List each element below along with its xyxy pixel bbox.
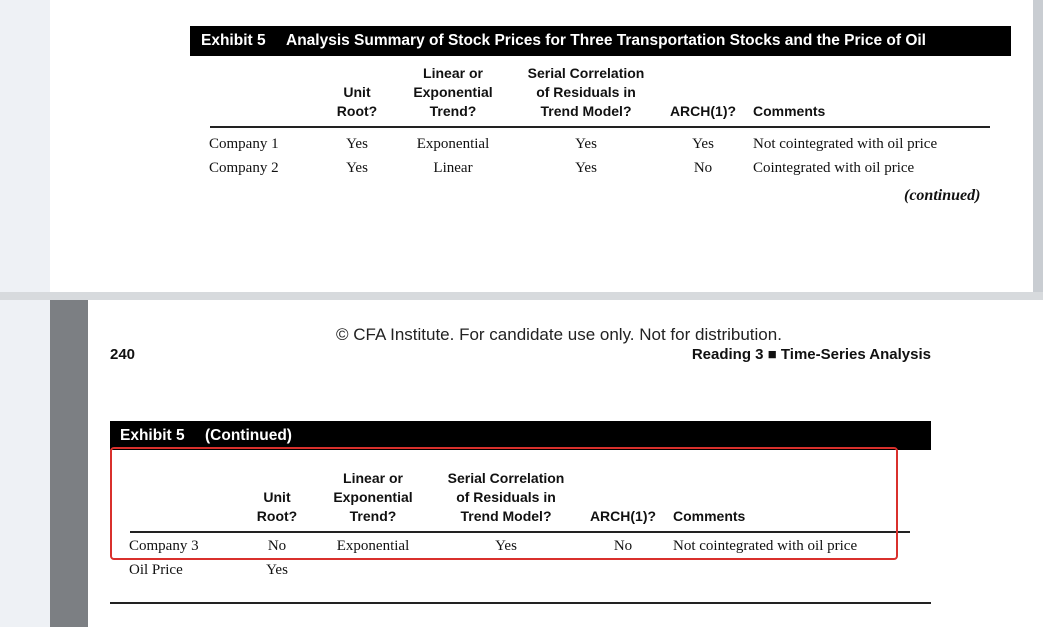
header-serial-correlation: Serial Correlation of Residuals in Trend Model? [447,470,565,524]
cell-unit-root: Yes [266,562,288,578]
page-number: 240 [110,346,136,363]
cell-serial: Yes [575,136,597,152]
cell-comments: Cointegrated with oil price [753,160,915,176]
header-comments: Comments [673,508,746,524]
scrollbar-track[interactable] [1033,0,1043,292]
cell-unit-root: Yes [346,160,368,176]
cell-arch: Yes [692,136,714,152]
header-comments: Comments [753,103,826,119]
header-unit-root: Unit Root? [256,489,298,524]
cell-comments: Not cointegrated with oil price [753,136,938,152]
cell-unit-root: No [267,538,287,554]
cell-comments: Not cointegrated with oil price [673,538,858,554]
cell-trend: Linear [433,160,473,176]
highlight-box [110,447,898,560]
exhibit-continued-bar [110,421,931,450]
header-arch: ARCH(1)? [589,508,657,524]
exhibit-title-bar [190,26,1011,56]
copyright-notice: © CFA Institute. For candidate use only. Not for distribution. [336,325,782,344]
table-bottom-rule [110,602,931,604]
header-trend: Linear or Exponential Trend? [413,65,493,119]
row-name: Oil Price [129,562,183,578]
header-unit-root: Unit Root? [336,84,378,119]
header-arch: ARCH(1)? [669,103,737,119]
header-serial-correlation: Serial Correlation of Residuals in Trend Model? [527,65,645,119]
cell-serial: Yes [575,160,597,176]
exhibit-label: Exhibit 5 [120,427,185,444]
header-rule [210,126,990,128]
cell-unit-root: Yes [346,136,368,152]
cell-arch: No [693,160,713,176]
continued-note: (continued) [904,187,981,204]
header-trend: Linear or Exponential Trend? [333,470,413,524]
exhibit-continued-title: (Continued) [205,427,292,444]
exhibit-label: Exhibit 5 [201,32,266,49]
cell-trend: Exponential [336,538,410,554]
cell-arch: No [613,538,633,554]
cell-serial: Yes [495,538,517,554]
row-name: Company 1 [209,136,279,152]
page-gap [0,292,1043,300]
row-name: Company 2 [209,160,279,176]
exhibit-title: Analysis Summary of Stock Prices for Three Transportation Stocks and the Price of Oil [286,32,926,49]
page-margin-shade [50,300,88,627]
cell-trend: Exponential [416,136,490,152]
running-head: Reading 3 ■ Time-Series Analysis [691,346,931,363]
row-name: Company 3 [129,538,199,554]
